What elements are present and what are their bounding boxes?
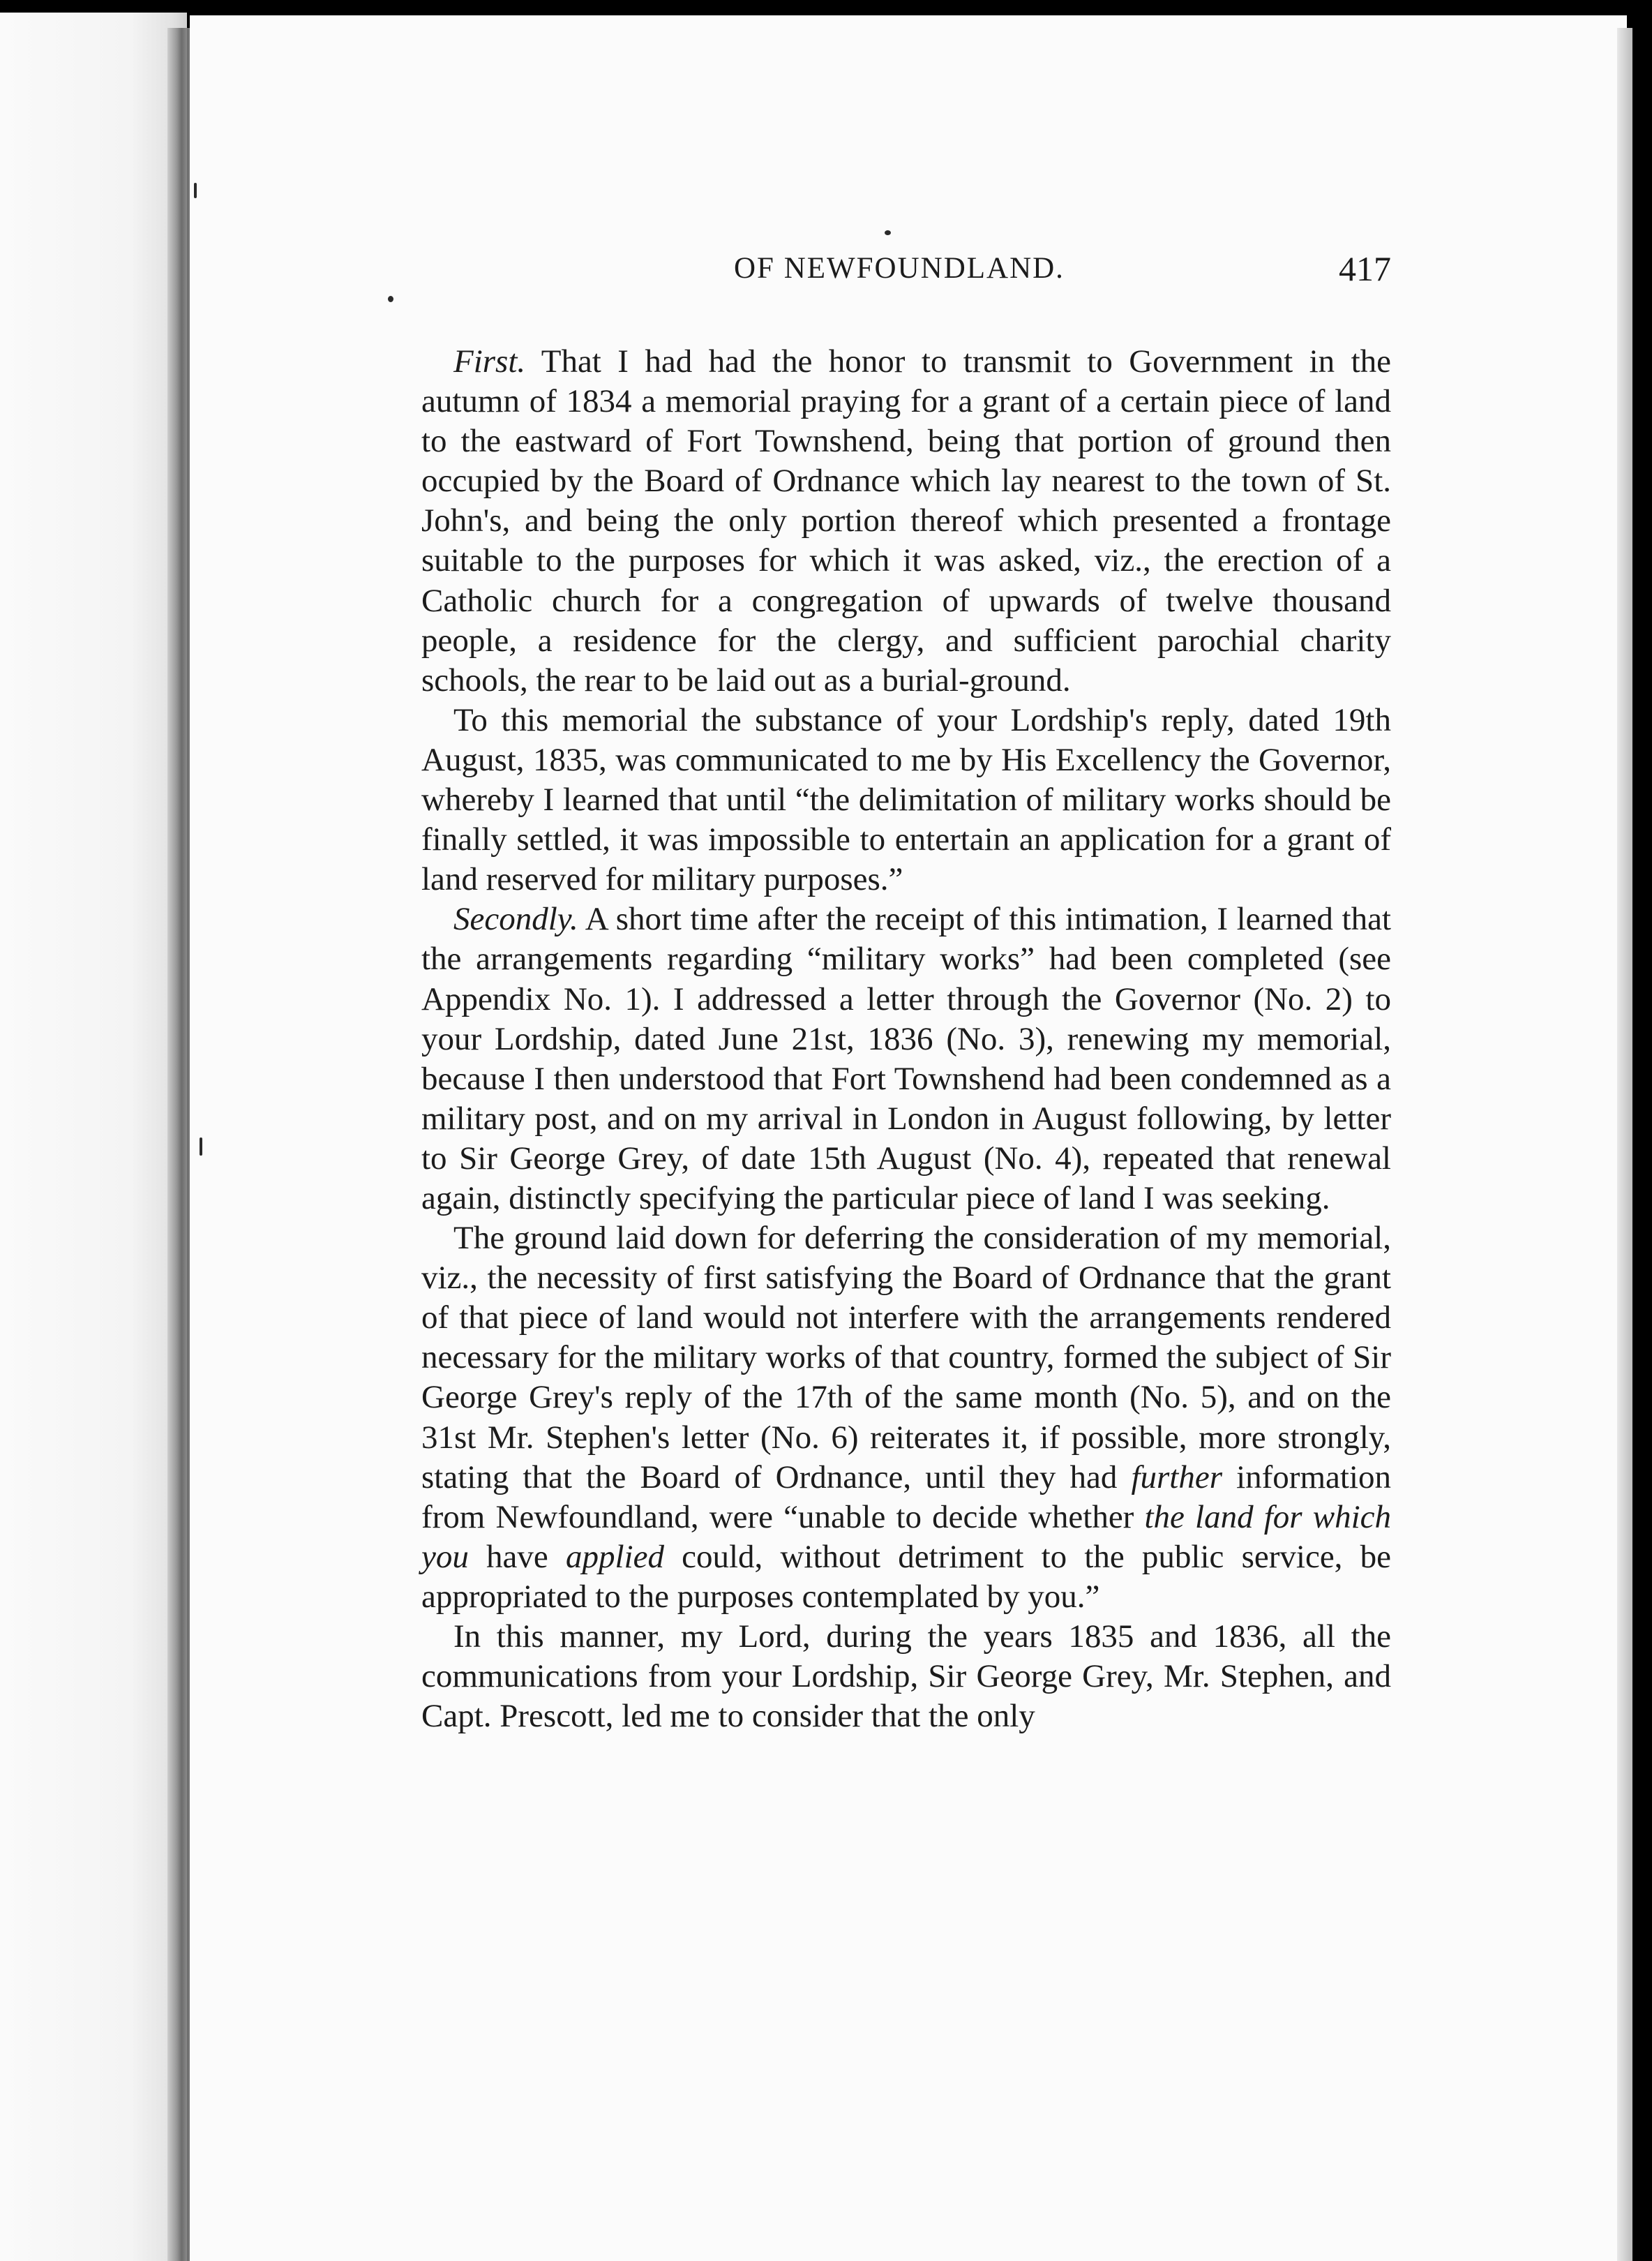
paragraph-text: The ground laid down for deferring the consideration of my memorial, viz., the necessity of first satisfying the Board of Ordnance that the grant of that piece of land would not interfere with the arrangements rendered necessary for the military works of that country, formed the subject of Sir George Grey's reply of the 17th of the same month (No. 5), and on the 31st Mr. Stephen's letter (No. 6) reiterates it, if possible, more strongly, stating that the Board of Ordnance, until they had: [421, 1220, 1391, 1495]
running-title: OF NEWFOUNDLAND.: [734, 252, 1065, 285]
paragraph-manner: [421, 1617, 1391, 1736]
paragraph-first: [421, 342, 1391, 701]
paragraph-reply: [421, 701, 1391, 900]
page-number: 417: [1339, 249, 1391, 288]
ink-speck: [885, 230, 891, 235]
paragraph-text: could, without detriment to the public service, be appropriated to the purposes contemplated by you.”: [421, 1538, 1391, 1615]
paragraph-lead: First.: [453, 343, 526, 380]
paragraph-text: That I had had the honor to transmit to Government in the autumn of 1834 a memorial praying for a grant of a certain piece of land to the eastward of Fort Townshend, being that portion of ground then occupied by the Board of Ordnance which lay nearest to the town of St. John's, and being the only portion thereof which presented a frontage suitable to the purposes for which it was asked, viz., the erection of a Catholic church for a congregation of upwards of twelve thousand people, a residence for the clergy, and sufficient parochial charity schools, the rear to be laid out as a burial-ground.: [421, 343, 1391, 699]
paragraph-text: information from Newfoundland, were “unable to decide whether: [421, 1458, 1391, 1535]
paragraph-text: A short time after the receipt of this intimation, I learned that the arrangements regarding “military works” had been completed (see Appendix No. 1). I addressed a letter through the Governor (No. 2) to your Lordship, dated June 21st, 1836 (No. 3), renewing my memorial, because I then understood that Fort Townshend had been condemned as a military post, and on my arrival in London in August following, by letter to Sir George Grey, of date 15th August (No. 4), repeated that renewal again, distinctly specifying the particular piece of land I was seeking.: [421, 901, 1391, 1216]
italic-phrase: further: [1131, 1458, 1222, 1495]
italic-phrase: the land for which you: [421, 1498, 1392, 1575]
ink-speck: [194, 183, 197, 198]
right-page-edge: [1617, 28, 1632, 2261]
running-head: [421, 251, 1391, 293]
paragraph-text: have: [468, 1538, 566, 1575]
ink-speck: [200, 1137, 202, 1156]
page-text-column: [421, 251, 1391, 1736]
paragraph-ground: [421, 1218, 1391, 1617]
paragraph-text: In this manner, my Lord, during the years 1835 and 1836, all the communications from your Lordship, Sir George Grey, Mr. Stephen, and Capt. Prescott, led me to consider that the only: [421, 1618, 1391, 1735]
paragraph-lead: Secondly.: [453, 901, 578, 938]
italic-phrase: applied: [565, 1538, 664, 1575]
left-page-edge: [0, 13, 187, 2261]
paragraph-text: To this memorial the substance of your Lordship's reply, dated 19th August, 1835, was communicated to me by His Excellency the Governor, whereby I learned that until “the delimitation of military works should be finally settled, it was impossible to entertain an application for a grant of land reserved for military purposes.”: [421, 701, 1391, 898]
book-spine-shadow: [167, 28, 191, 2261]
ink-speck: [388, 296, 393, 302]
paragraph-secondly: [421, 900, 1391, 1218]
